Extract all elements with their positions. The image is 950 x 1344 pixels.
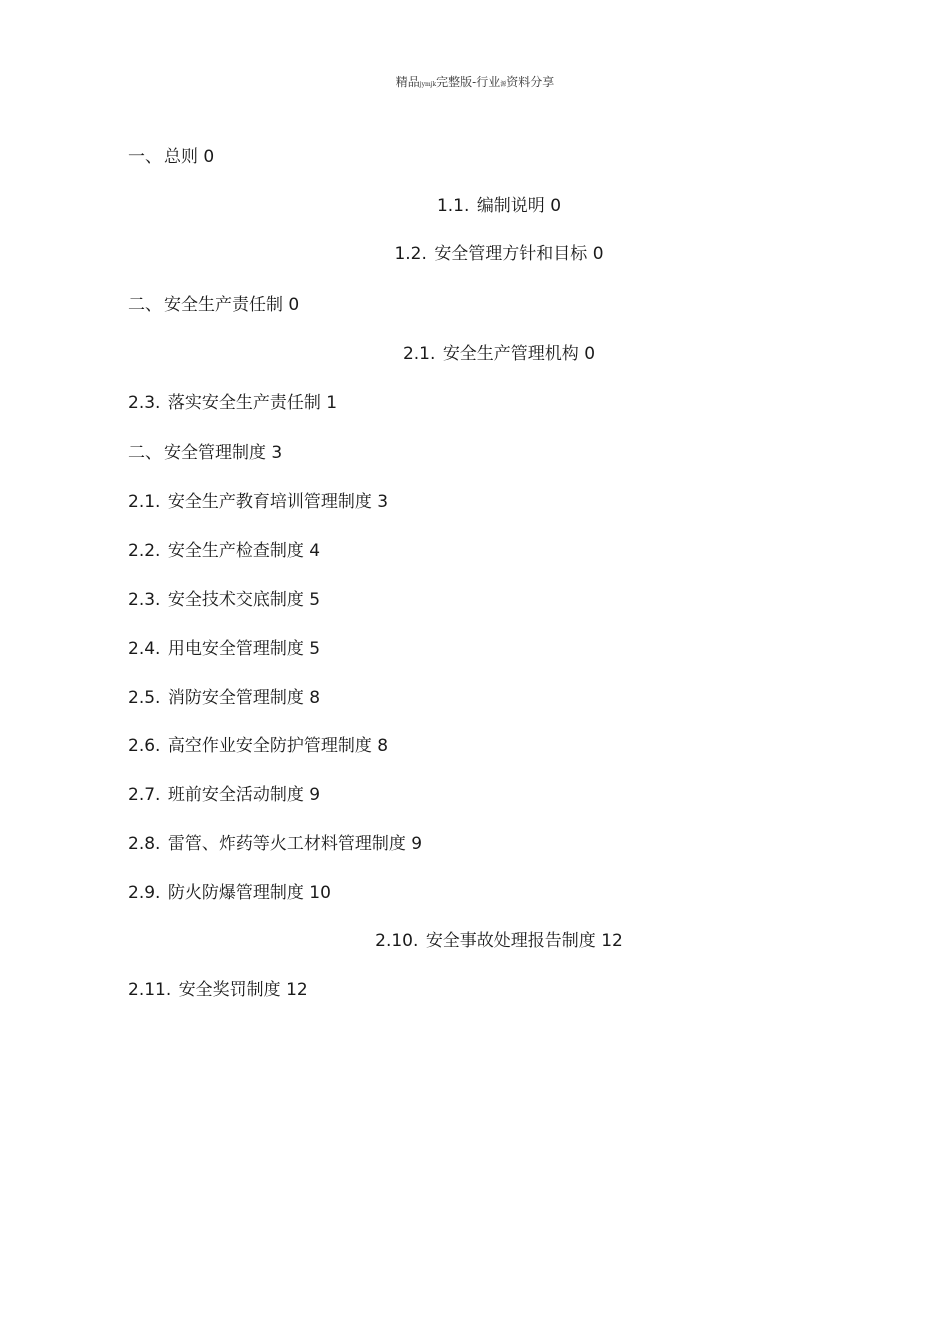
toc-entry-title: 总则	[164, 147, 198, 167]
toc-entry-page: 10	[309, 883, 331, 903]
toc-entry-number: 2.3	[128, 590, 156, 610]
toc-entry-number: 2.5	[128, 688, 156, 708]
toc-entry-page: 5	[309, 639, 321, 659]
toc-entry-page: 0	[550, 196, 562, 216]
toc-entry-page: 0	[203, 147, 215, 167]
toc-entry-number: 2.4	[128, 639, 156, 659]
header-text-1: 精品	[395, 75, 420, 89]
toc-entry-number: 1.2	[394, 244, 422, 264]
toc-entry-title: 编制说明	[476, 196, 545, 216]
toc-entry-separator: .	[155, 492, 161, 512]
toc-entry-title: 安全管理制度	[164, 443, 266, 463]
toc-entry-marker: 二、	[128, 443, 162, 463]
toc-entry[interactable]	[128, 979, 308, 1001]
toc-entry-number: 2.8	[128, 834, 156, 854]
toc-entry-number: 2.10	[375, 931, 413, 951]
toc-entry-title: 雷管、炸药等火工材料管理制度	[167, 834, 406, 854]
toc-entry-number: 2.1	[128, 492, 156, 512]
toc-entry[interactable]	[128, 638, 320, 660]
toc-entry-page: 0	[592, 244, 604, 264]
toc-entry-title: 安全技术交底制度	[167, 590, 304, 610]
header-text-2: 完整版-行业	[436, 75, 501, 89]
toc-entry-separator: .	[155, 785, 161, 805]
toc-entry-page: 8	[377, 736, 389, 756]
toc-entry-page: 9	[411, 834, 423, 854]
toc-entry-title: 安全生产责任制	[164, 295, 283, 315]
toc-entry-number: 2.3	[128, 393, 156, 413]
toc-entry-title: 安全事故处理报告制度	[425, 931, 596, 951]
toc-entry[interactable]	[0, 343, 950, 365]
toc-entry-separator: .	[155, 834, 161, 854]
toc-entry-separator: .	[155, 639, 161, 659]
toc-entry-title: 消防安全管理制度	[167, 688, 304, 708]
toc-entry[interactable]	[0, 243, 950, 265]
header-text-3: 资料分享	[506, 75, 555, 89]
toc-entry[interactable]	[128, 491, 388, 513]
header-tiny-1: jymjk	[419, 81, 437, 88]
toc-entry-number: 2.1	[402, 344, 430, 364]
toc-entry-title: 安全生产检查制度	[167, 541, 304, 561]
toc-entry[interactable]	[0, 930, 950, 952]
toc-entry-title: 安全生产管理机构	[442, 344, 579, 364]
toc-entry-page: 0	[288, 295, 300, 315]
toc-entry[interactable]	[128, 882, 331, 904]
toc-entry-number: 2.2	[128, 541, 156, 561]
toc-entry[interactable]	[128, 784, 320, 806]
toc-entry-number: 2.6	[128, 736, 156, 756]
toc-entry[interactable]	[128, 392, 337, 414]
toc-entry-page: 0	[584, 344, 596, 364]
toc-entry-page: 5	[309, 590, 321, 610]
toc-entry-separator: .	[155, 736, 161, 756]
toc-entry-page: 1	[326, 393, 338, 413]
toc-entry-page: 4	[309, 541, 321, 561]
toc-entry-page: 12	[286, 980, 308, 1000]
toc-entry-title: 防火防爆管理制度	[167, 883, 304, 903]
toc-entry-marker: 一、	[128, 147, 162, 167]
toc-entry[interactable]	[128, 294, 299, 316]
toc-entry[interactable]	[128, 687, 320, 709]
toc-entry-page: 8	[309, 688, 321, 708]
toc-entry[interactable]	[128, 589, 320, 611]
toc-entry-page: 9	[309, 785, 321, 805]
toc-entry-separator: .	[413, 931, 419, 951]
toc-entry-title: 班前安全活动制度	[167, 785, 304, 805]
toc-entry[interactable]	[128, 833, 422, 855]
toc-entry-separator: .	[155, 393, 161, 413]
toc-entry-separator: .	[464, 196, 470, 216]
toc-entry-marker: 二、	[128, 295, 162, 315]
toc-entry-separator: .	[165, 980, 172, 1000]
toc-entry-number: 2.7	[128, 785, 156, 805]
toc-entry[interactable]	[128, 540, 320, 562]
toc-entry-separator: .	[421, 244, 427, 264]
toc-entry-title: 落实安全生产责任制	[167, 393, 321, 413]
page-header	[0, 73, 950, 90]
toc-entry[interactable]	[128, 146, 214, 168]
header-tiny-2: 源	[500, 81, 507, 88]
toc-entry-number: 2.9	[128, 883, 156, 903]
toc-entry-separator: .	[155, 883, 161, 903]
toc-entry-page: 12	[601, 931, 623, 951]
toc-entry-title: 安全管理方针和目标	[434, 244, 588, 264]
toc-entry-title: 安全生产教育培训管理制度	[167, 492, 372, 512]
toc-entry-title: 用电安全管理制度	[167, 639, 304, 659]
toc-entry-separator: .	[155, 590, 161, 610]
toc-entry-title: 高空作业安全防护管理制度	[167, 736, 372, 756]
toc-entry-separator: .	[430, 344, 436, 364]
toc-entry-page: 3	[271, 443, 283, 463]
toc-entry-number: 2.11	[128, 980, 166, 1000]
toc-entry[interactable]	[128, 735, 388, 757]
toc-entry[interactable]	[128, 442, 282, 464]
toc-entry[interactable]	[0, 195, 950, 217]
toc-entry-separator: .	[155, 541, 161, 561]
toc-entry-separator: .	[155, 688, 161, 708]
toc-entry-page: 3	[377, 492, 389, 512]
toc-entry-title: 安全奖罚制度	[178, 980, 281, 1000]
toc-entry-number: 1.1	[436, 196, 464, 216]
